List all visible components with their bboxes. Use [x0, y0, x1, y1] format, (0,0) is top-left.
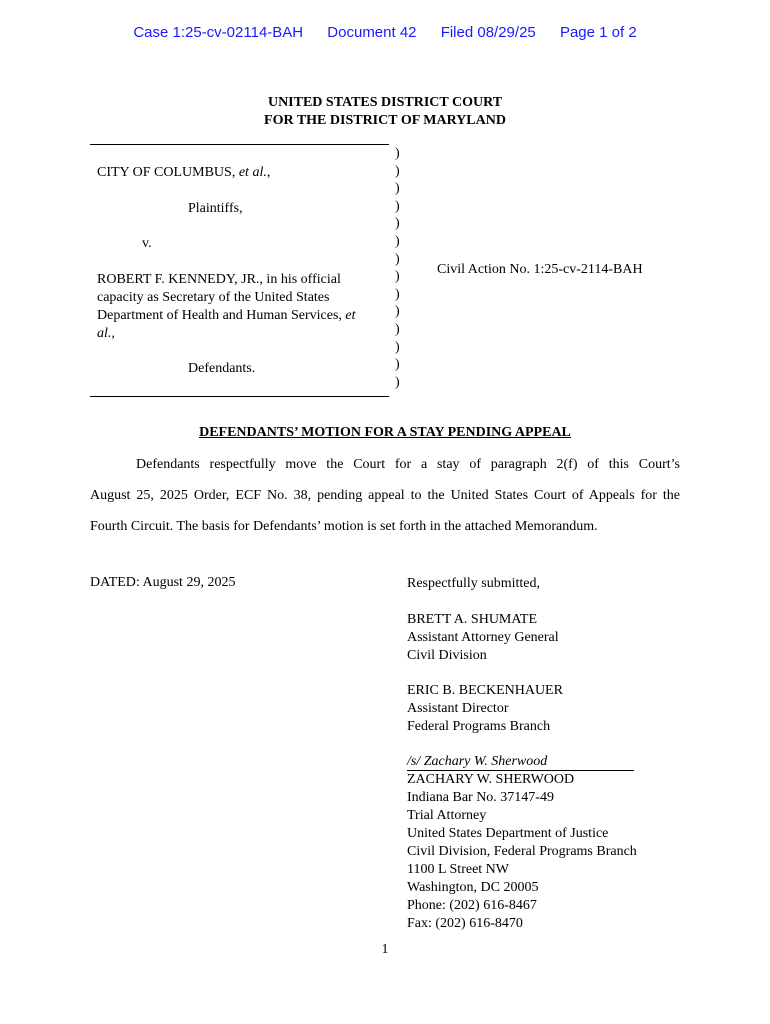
document-number: Document 42	[327, 24, 417, 41]
signature-block-sherwood: /s/ Zachary W. Sherwood ZACHARY W. SHERWOOD Indiana Bar No. 37147-49 Trial Attorney United States Department of Justice Civil Division, Federal Programs Branch 1100 L Street NW Washington, DC 20005 Phone: (202) 616-8467 Fax: (202) 616-8470	[407, 754, 637, 931]
plaintiffs-label: Plaintiffs,	[188, 201, 243, 216]
body-line-2: August 25, 2025 Order, ECF No. 38, pending appeal to the United States Court of Appeals for the	[90, 488, 680, 503]
electronic-signature: /s/ Zachary W. Sherwood	[407, 754, 634, 771]
case-number: Case 1:25-cv-02114-BAH	[133, 24, 304, 41]
closing: Respectfully submitted,	[407, 576, 540, 591]
dated-line: DATED: August 29, 2025	[90, 575, 236, 590]
caption-bottom-rule	[90, 396, 389, 397]
defendant-name: ROBERT F. KENNEDY, JR., in his official capacity as Secretary of the United States Department of Health and Human Services, et al.,	[97, 272, 356, 341]
court-line-1: UNITED STATES DISTRICT COURT	[267, 95, 503, 110]
body-line-1: Defendants respectfully move the Court for a stay of paragraph 2(f) of this Court’s	[136, 457, 680, 472]
versus: v.	[142, 236, 152, 251]
court-heading	[0, 94, 770, 130]
court-line-2: FOR THE DISTRICT OF MARYLAND	[264, 113, 506, 128]
page-count: Page 1 of 2	[559, 24, 637, 41]
signature-block-shumate: BRETT A. SHUMATE Assistant Attorney General Civil Division	[407, 612, 559, 663]
body-line-3: Fourth Circuit. The basis for Defendants’ motion is set forth in the attached Memorandum.	[90, 519, 598, 534]
defendants-label: Defendants.	[188, 361, 256, 376]
page-number: 1	[381, 942, 389, 957]
civil-action-number: Civil Action No. 1:25-cv-2114-BAH	[437, 262, 643, 277]
ecf-header-stamp	[0, 24, 770, 41]
caption-top-rule	[90, 144, 389, 145]
caption-parentheses: ) ) ) ) ) ) ) ) ) ) ) ) ) )	[395, 146, 400, 390]
motion-title: DEFENDANTS’ MOTION FOR A STAY PENDING APPEAL	[199, 425, 571, 440]
filed-date: Filed 08/29/25	[440, 24, 536, 41]
plaintiff-name: CITY OF COLUMBUS, et al.,	[97, 165, 271, 180]
signature-block-beckenhauer: ERIC B. BECKENHAUER Assistant Director Federal Programs Branch	[407, 683, 563, 734]
